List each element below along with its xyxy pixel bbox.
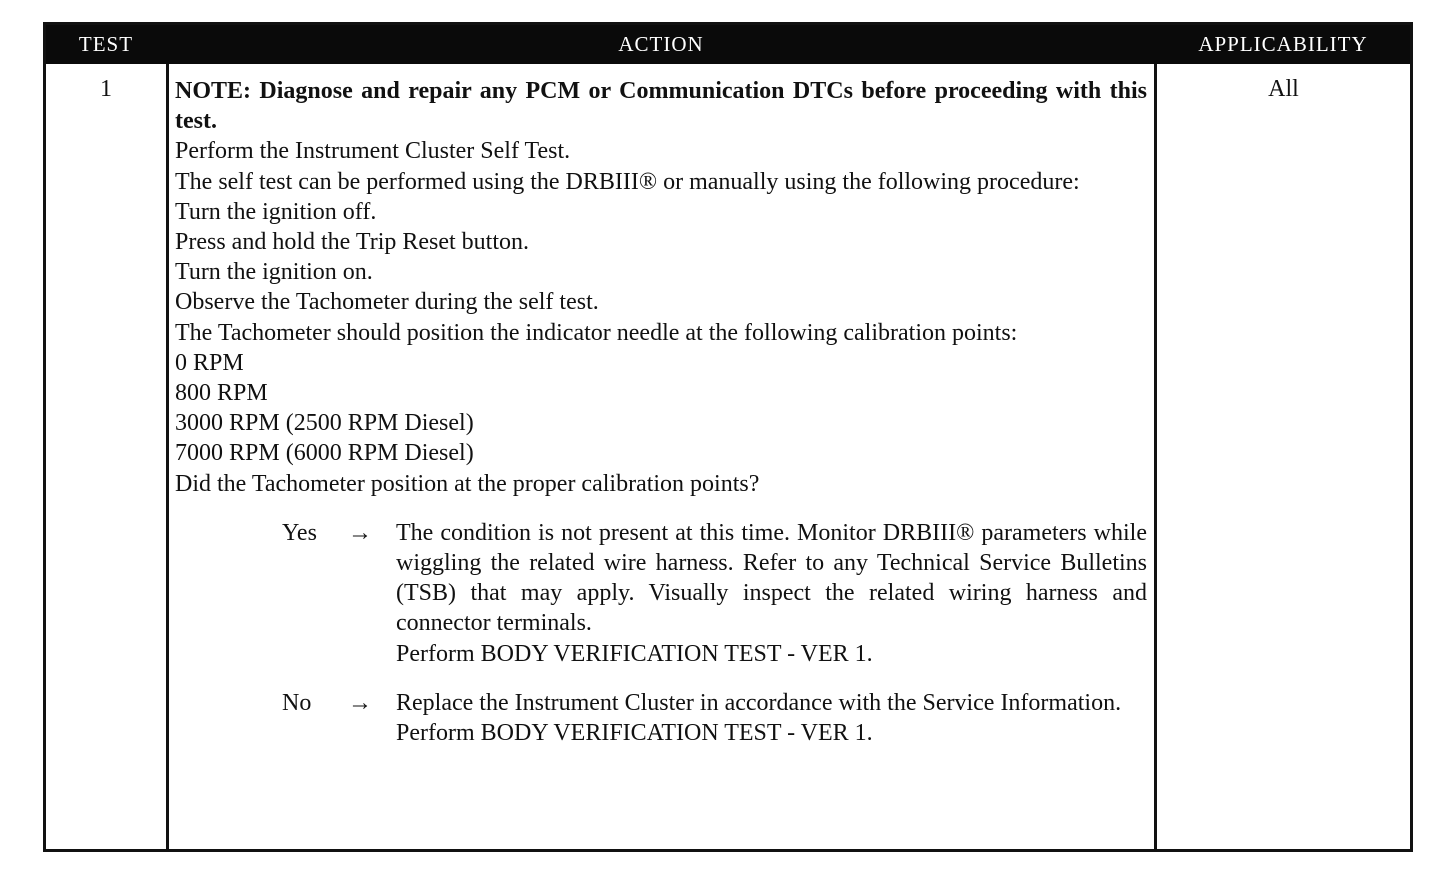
arrow-icon: →	[348, 689, 372, 716]
branch-label-yes: Yes	[282, 519, 317, 546]
diagnostic-test-table	[43, 22, 1413, 852]
note-text: NOTE: Diagnose and repair any PCM or Communication DTCs before proceeding with this test.	[175, 78, 1147, 135]
table-row	[46, 64, 1410, 849]
branch-label-no: No	[282, 689, 312, 716]
applicability-value: All	[1268, 76, 1299, 102]
branch-yes	[175, 518, 1147, 669]
step-line: Turn the ignition on.	[175, 259, 373, 286]
header-test: TEST	[78, 32, 134, 56]
branch-followup: Perform BODY VERIFICATION TEST - VER 1.	[396, 640, 873, 667]
branch-text-yes	[396, 518, 1147, 669]
table-header	[46, 25, 1410, 64]
step-line: The Tachometer should position the indicator needle at the following calibration points:	[175, 319, 1018, 346]
branch-description: The condition is not present at this time. Monitor DRBIII® parameters while wiggling the related wire harness. Refer to any Technical Service Bulletins (TSB) that may apply. Visually inspect the related wiring harness and connector terminals.	[396, 519, 1147, 637]
step-line: Observe the Tachometer during the self test.	[175, 289, 599, 316]
step-line: 3000 RPM (2500 RPM Diesel)	[175, 410, 474, 437]
branch-no	[175, 688, 1147, 748]
step-line: Did the Tachometer position at the proper calibration points?	[175, 470, 760, 497]
column-divider	[166, 64, 169, 849]
action-cell	[175, 76, 1147, 748]
test-number: 1	[100, 76, 112, 102]
step-line: Turn the ignition off.	[175, 198, 377, 225]
step-line: 7000 RPM (6000 RPM Diesel)	[175, 440, 474, 467]
step-line: 800 RPM	[175, 380, 268, 407]
branch-text-no	[396, 688, 1147, 748]
step-line: Press and hold the Trip Reset button.	[175, 229, 530, 256]
step-line: The self test can be performed using the DRBIII® or manually using the following procedure:	[175, 168, 1080, 195]
step-line: Perform the Instrument Cluster Self Test.	[175, 138, 571, 165]
header-action: ACTION	[618, 32, 704, 56]
step-line: 0 RPM	[175, 349, 244, 376]
header-applicability: APPLICABILITY	[1198, 32, 1368, 56]
branch-followup: Perform BODY VERIFICATION TEST - VER 1.	[396, 720, 873, 747]
arrow-icon: →	[348, 519, 372, 546]
branch-description: Replace the Instrument Cluster in accordance with the Service Information.	[396, 689, 1122, 716]
column-divider	[1154, 64, 1157, 849]
